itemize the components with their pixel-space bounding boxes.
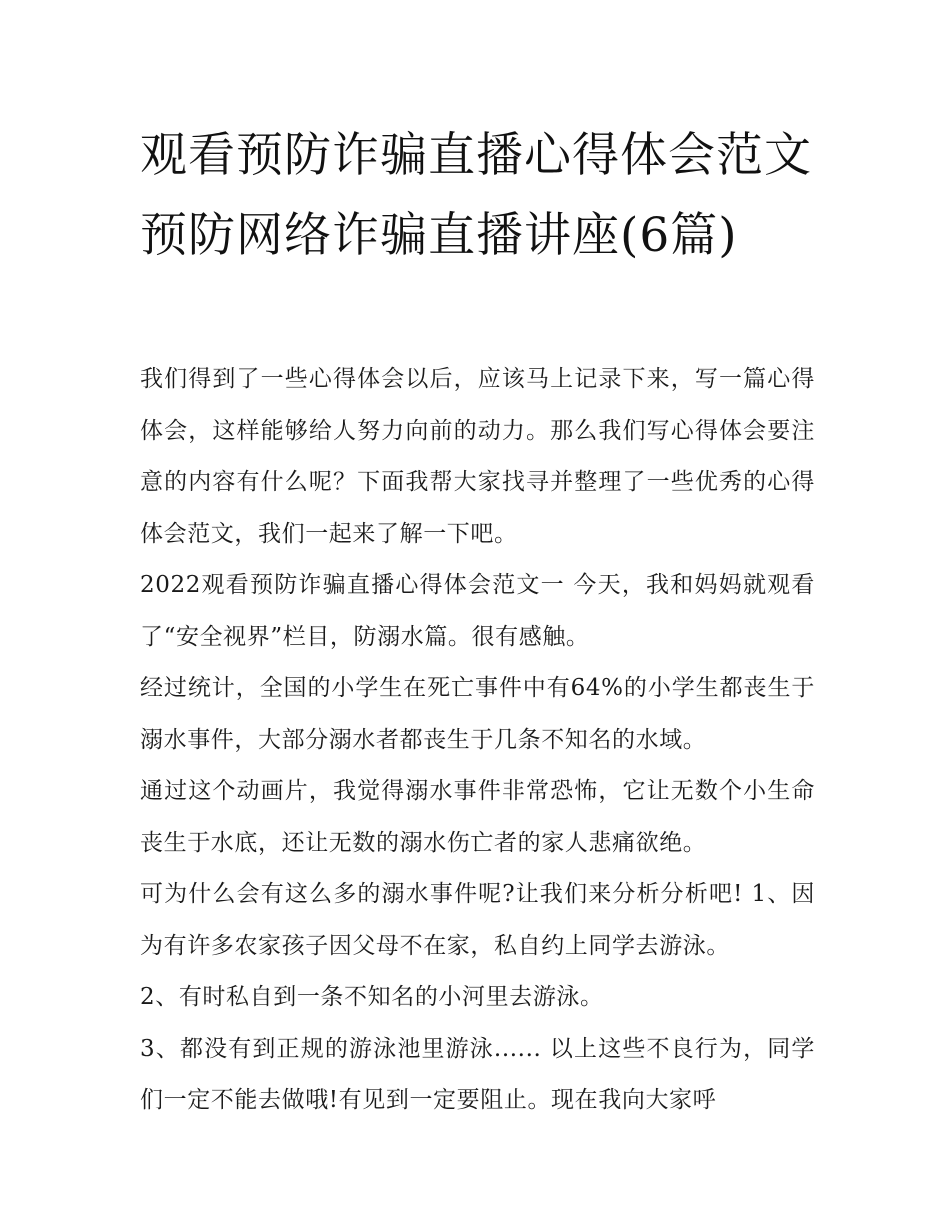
paragraph-animation: 通过这个动画片，我觉得溺水事件非常恐怖，它让无数个小生命丧生于水底，还让无数的溺水伤亡者的家人悲痛欲绝。 xyxy=(140,778,815,856)
document-title: 观看预防诈骗直播心得体会范文 预防网络诈骗直播讲座(6篇) xyxy=(140,128,812,263)
paragraph-statistics: 经过统计，全国的小学生在死亡事件中有64%的小学生都丧生于溺水事件，大部分溺水者都丧生于几条不知名的水域。 xyxy=(140,675,815,753)
document-body xyxy=(140,354,815,1127)
paragraph-intro: 我们得到了一些心得体会以后，应该马上记录下来，写一篇心得体会，这样能够给人努力向前的动力。那么我们写心得体会要注意的内容有什么呢？下面我帮大家找寻并整理了一些优秀的心得体会范文，我们一起来了解一下吧。 xyxy=(140,366,815,547)
paragraph-reason-three: 3、都没有到正规的游泳池里游泳...... 以上这些不良行为，同学们一定不能去做哦!有见到一定要阻止。现在我向大家呼 xyxy=(140,1035,815,1113)
paragraph-reason-two: 2、有时私自到一条不知名的小河里去游泳。 xyxy=(140,984,604,1010)
paragraph-analysis: 可为什么会有这么多的溺水事件呢?让我们来分析分析吧! 1、因为有许多农家孩子因父母不在家，私自约上同学去游泳。 xyxy=(140,881,815,959)
paragraph-essay-one-start: 2022观看预防诈骗直播心得体会范文一 今天，我和妈妈就观看了“安全视界”栏目，防溺水篇。很有感触。 xyxy=(140,572,815,650)
